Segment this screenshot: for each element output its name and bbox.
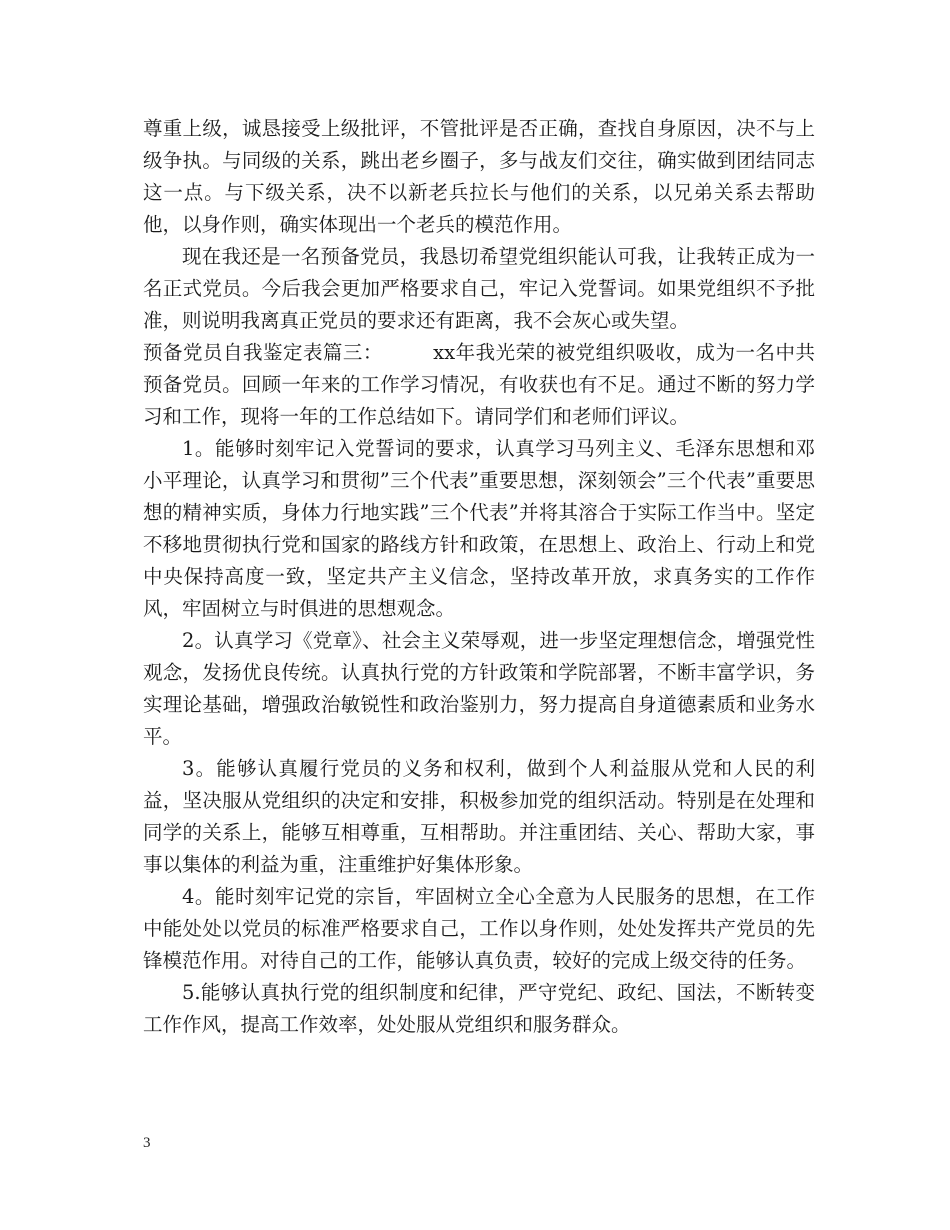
paragraph: 现在我还是一名预备党员，我恳切希望党组织能认可我，让我转正成为一名正式党员。今后我会更加严格要求自己，牢记入党誓词。如果党组织不予批准，则说明我离真正党员的要求还有距离，我不会灰心或失望。 [143, 245, 815, 332]
numbered-paragraph-5: 5.能够认真执行党的组织制度和纪律，严守党纪、政纪、国法，不断转变工作作风，提高工作效率，处处服从党组织和服务群众。 [143, 981, 815, 1036]
numbered-paragraph-2: 2。认真学习《党章》、社会主义荣辱观，进一步坚定理想信念，增强党性观念，发扬优良传统。认真执行党的方针政策和学院部署，不断丰富学识，务实理论基础，增强政治敏锐性和政治鉴别力，努力提高自身道德素质和业务水平。 [143, 629, 815, 748]
section-heading-paragraph: 预备党员自我鉴定表篇三： xx年我光荣的被党组织吸收，成为一名中共预备党员。回顾一年来的工作学习情况，有收获也有不足。通过不断的努力学习和工作，现将一年的工作总结如下。请同学们和老师们评议。 [143, 341, 815, 428]
paragraph: 尊重上级，诚恳接受上级批评，不管批评是否正确，查找自身原因，决不与上级争执。与同级的关系，跳出老乡圈子，多与战友们交往，确实做到团结同志这一点。与下级关系，决不以新老兵拉长与他们的关系，以兄弟关系去帮助他，以身作则，确实体现出一个老兵的模范作用。 [143, 117, 815, 236]
numbered-paragraph-4: 4。能时刻牢记党的宗旨，牢固树立全心全意为人民服务的思想，在工作中能处处以党员的标准严格要求自己，工作以身作则，处处发挥共产党员的先锋模范作用。对待自己的工作，能够认真负责，较好的完成上级交待的任务。 [143, 885, 815, 972]
document-body [143, 113, 815, 1041]
numbered-paragraph-1: 1。能够时刻牢记入党誓词的要求，认真学习马列主义、毛泽东思想和邓小平理论，认真学习和贯彻”三个代表”重要思想，深刻领会”三个代表”重要思想的精神实质，身体力行地实践”三个代表”并将其溶合于实际工作当中。坚定不移地贯彻执行党和国家的路线方针和政策，在思想上、政治上、行动上和党中央保持高度一致，坚定共产主义信念，坚持改革开放，求真务实的工作作风，牢固树立与时俱进的思想观念。 [143, 437, 815, 620]
numbered-paragraph-3: 3。能够认真履行党员的义务和权利，做到个人利益服从党和人民的利益，坚决服从党组织的决定和安排，积极参加党的组织活动。特别是在处理和同学的关系上，能够互相尊重，互相帮助。并注重团结、关心、帮助大家，事事以集体的利益为重，注重维护好集体形象。 [143, 757, 815, 876]
page-number: 3 [143, 1135, 151, 1151]
